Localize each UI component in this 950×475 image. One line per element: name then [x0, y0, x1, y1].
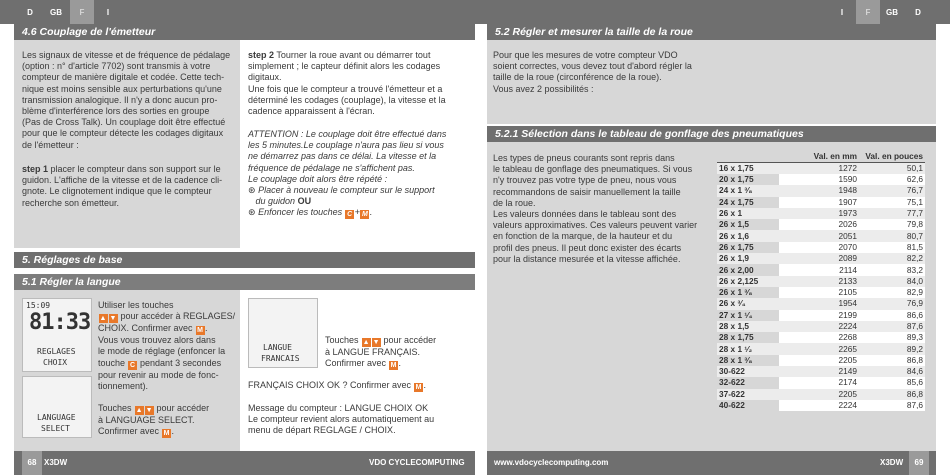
table-row — [717, 377, 925, 388]
lang-tab-f-active-right: F — [856, 0, 880, 24]
table-row — [717, 389, 925, 400]
down-key-icon: ▼ — [372, 339, 380, 346]
value-inch-cell: 87,6 — [859, 400, 925, 411]
table-row — [717, 321, 925, 332]
value-mm-cell: 1590 — [779, 174, 859, 185]
value-mm-cell: 1907 — [779, 197, 859, 208]
tire-size-cell: 26 x 1,75 — [719, 241, 754, 252]
page-number-left: 68 — [22, 451, 42, 475]
lang-tab-d: D — [27, 7, 33, 17]
value-mm-cell: 1973 — [779, 208, 859, 219]
value-mm-cell: 2070 — [779, 242, 859, 253]
tire-size-cell: 26 x 1,6 — [717, 230, 779, 241]
footer-left — [14, 451, 475, 475]
value-inch-cell: 84,6 — [859, 366, 925, 377]
tire-size-cell: 16 x 1,75 — [717, 163, 779, 175]
value-mm-cell: 2114 — [779, 264, 859, 275]
table-row — [717, 298, 925, 309]
value-inch-cell: 86,8 — [859, 389, 925, 400]
value-mm-cell: 2268 — [779, 332, 859, 343]
col-header-in: Val. en pouces — [859, 151, 925, 163]
tire-size-cell: 40-622 — [719, 400, 745, 411]
table-row — [717, 264, 925, 275]
tire-size-cell: 37-622 — [717, 389, 779, 400]
section-4-6-intro: Les signaux de vitesse et de fréquence de pédalage (option : n° d'article 7702) sont transmis à votre compteur de manière digitale et codée. Cette tech- nique est moins sensible aux perturbations qu'une transmission analogique. Il n'y a donc aucun pro- blème d'interférence lors des sorties en groupe (Pas de Cross Talk). Un couplage doit être effectué pour que le compteur détecte les codages digitaux de l'émetteur : — [22, 50, 231, 150]
value-inch-cell: 75,1 — [859, 197, 925, 208]
section-5-2-1-title: 5.2.1 Sélection dans le tableau de gonflage des pneumatiques — [487, 126, 936, 142]
key-m-icon: M — [361, 211, 368, 219]
tire-size-cell: 26 x 1,5 — [719, 219, 749, 230]
section-5-2-title: 5.2 Régler et mesurer la taille de la roue — [487, 24, 936, 40]
tire-size-cell: 28 x 1 ¹⁄₂ — [717, 343, 779, 354]
tire-size-cell: 26 x 1 — [717, 208, 779, 219]
value-mm-cell: 1954 — [779, 298, 859, 309]
lang-tab-f-active: F — [70, 0, 94, 24]
tire-size-cell: 24 x 1,75 — [719, 196, 754, 207]
table-row — [717, 287, 925, 298]
value-mm-cell: 2149 — [779, 366, 859, 377]
down-key-icon: ▼ — [145, 407, 153, 414]
value-mm-cell: 2224 — [779, 400, 859, 411]
value-inch-cell: 81,5 — [859, 242, 925, 253]
tire-size-cell: 26 x 1 ³⁄₈ — [719, 287, 753, 298]
section-4-6-title: 4.6 Couplage de l'émetteur — [14, 24, 475, 40]
bullet-icon: ⊛ — [248, 207, 256, 218]
key-m-icon: M — [415, 384, 422, 391]
section-5-2-1-text: Les types de pneus courants sont repris dans le tableau de gonflage des pneumatiques. Si vous n'y trouvez pas votre type de pneu, nous vous recommandons de saisir manuellement la taille de la roue. Les valeurs données dans le tableau sont des valeurs approximatives. Ces valeurs peuvent varier en fonction de la marque, de la hauteur et du profil des pneus. Il peut donc exister des écarts pour la distance mesurée et la vitesse affichée. — [493, 153, 698, 264]
value-inch-cell: 89,2 — [859, 343, 925, 354]
lang-step-e: Message du compteur : LANGUE CHOIX OK Le compteur revient alors automatiquement au menu de départ REGLAGE / CHOIX. — [248, 403, 435, 436]
value-inch-cell: 86,6 — [859, 310, 925, 321]
table-row — [717, 400, 925, 411]
footer-model-left: X3DW — [44, 458, 68, 467]
step-2: step 2 Tourner la roue avant ou démarrer tout simplement ; le capteur définit alors les codages digitaux. Une fois que le compteur a trouvé l'émetteur et a déterminé les codages (couplage), la vitesse et la cadence apparaissent à l'écran. — [248, 50, 446, 117]
tire-size-cell: 27 x 1 ¹⁄₄ — [719, 309, 753, 320]
tire-size-cell: 30-622 — [717, 366, 779, 377]
value-mm-cell: 2224 — [779, 321, 859, 332]
lang-step-a: Utiliser les touches ▲ ▼ pour accéder à REGLAGES/ CHOIX. Confirmer avec M . Vous vous trouvez alors dans le mode de réglage (enfoncer la touche C pendant 3 secondes pour revenir au mode de fonc- tionnement). — [98, 300, 236, 391]
table-row — [717, 253, 925, 264]
table-row — [717, 208, 925, 219]
up-key-icon: ▲ — [135, 407, 143, 414]
section-5-title: 5. Réglages de base — [14, 252, 475, 268]
value-inch-cell: 80,7 — [859, 230, 925, 241]
table-row — [717, 197, 925, 208]
attention-note: ATTENTION : Le couplage doit être effectué dans les 5 minutes.Le couplage n'aura pas lieu si vous ne démarrez pas dans ce délai. La vitesse et la fréquence de pédalage ne s'affichent pas. Le couplage doit alors être répété : ⊛ Placer à nouveau le compteur sur le support du guidon OU ⊛ Enfoncer les touches C + M . — [248, 129, 447, 219]
tire-size-cell: 28 x 1,5 — [717, 321, 779, 332]
lang-tab-gb-right: GB — [886, 7, 898, 17]
footer-brand: VDO CYCLECOMPUTING — [369, 458, 465, 467]
value-mm-cell: 2089 — [779, 253, 859, 264]
table-row — [717, 230, 925, 241]
value-mm-cell: 2105 — [779, 287, 859, 298]
table-row — [717, 332, 925, 343]
value-inch-cell: 89,3 — [859, 332, 925, 343]
table-row — [717, 163, 925, 175]
value-inch-cell: 62,6 — [859, 174, 925, 185]
tire-size-cell: 32-622 — [719, 377, 745, 388]
step-1: step 1 placer le compteur dans son support sur le guidon. L'affiche de la vitesse et de la cadence cli- gnote. Le clignotement indique que le compteur recherche son émetteur. — [22, 164, 223, 208]
value-inch-cell: 84,0 — [859, 276, 925, 287]
tire-size-cell: 28 x 1,75 — [719, 332, 754, 343]
section-5-1-title: 5.1 Régler la langue — [14, 274, 475, 290]
tire-size-cell: 24 x 1 ³⁄₈ — [717, 185, 779, 196]
footer-right — [487, 451, 936, 475]
up-key-icon: ▲ — [99, 315, 107, 323]
value-inch-cell: 86,8 — [859, 355, 925, 366]
key-c-icon: C — [347, 211, 353, 219]
tire-size-cell: 26 x 2,125 — [717, 276, 779, 287]
value-mm-cell: 1272 — [779, 163, 859, 175]
value-mm-cell: 2205 — [779, 389, 859, 400]
value-inch-cell: 50,1 — [859, 163, 925, 175]
lang-tab-i-right: I — [840, 7, 844, 17]
table-row — [717, 174, 925, 185]
lang-tab-i: I — [106, 7, 110, 17]
key-m-icon: M — [197, 327, 203, 335]
table-row — [717, 185, 925, 196]
lang-step-b: Touches ▲ ▼ pour accéder à LANGUAGE SELECT. Confirmer avec M . — [98, 403, 210, 438]
value-inch-cell: 76,7 — [859, 185, 925, 196]
value-mm-cell: 2026 — [779, 219, 859, 230]
key-c-icon: C — [130, 361, 136, 369]
col-header-mm: Val. en mm — [779, 151, 859, 163]
tire-size-cell: 20 x 1,75 — [719, 174, 754, 185]
lang-tab-d-right: D — [915, 7, 921, 17]
value-inch-cell: 82,2 — [859, 253, 925, 264]
lcd-reglages-choix: 15:09 81:33 REGLAGES CHOIX — [22, 298, 92, 372]
value-inch-cell: 87,6 — [859, 321, 925, 332]
lang-step-d: FRANÇAIS CHOIX OK ? Confirmer avec M . — [248, 380, 427, 391]
table-row — [717, 219, 925, 230]
value-inch-cell: 83,2 — [859, 264, 925, 275]
table-row — [717, 355, 925, 366]
down-key-icon: ▼ — [109, 315, 117, 323]
value-mm-cell: 2205 — [779, 355, 859, 366]
section-5-2-text: Pour que les mesures de votre compteur VDO soient correctes, vous devez tout d'abord régler la taille de la roue (circonférence de la roue). Vous avez 2 possibilités : — [493, 50, 692, 94]
value-inch-cell: 77,7 — [859, 208, 925, 219]
value-inch-cell: 79,8 — [859, 219, 925, 230]
table-row — [717, 366, 925, 377]
table-row — [717, 276, 925, 287]
value-mm-cell: 2265 — [779, 343, 859, 354]
value-mm-cell: 2174 — [779, 377, 859, 388]
value-mm-cell: 2133 — [779, 276, 859, 287]
value-inch-cell: 76,9 — [859, 298, 925, 309]
tire-size-table — [717, 151, 925, 411]
table-row — [717, 310, 925, 321]
table-row — [717, 242, 925, 253]
lcd-langue-francais: LANGUE FRANCAIS — [248, 298, 318, 368]
value-inch-cell: 82,9 — [859, 287, 925, 298]
footer-url[interactable]: www.vdocyclecomputing.com — [494, 458, 609, 467]
value-mm-cell: 2051 — [779, 230, 859, 241]
key-m-icon: M — [163, 430, 170, 438]
table-row — [717, 343, 925, 354]
value-mm-cell: 1948 — [779, 185, 859, 196]
value-mm-cell: 2199 — [779, 310, 859, 321]
bullet-icon: ⊛ — [248, 185, 256, 196]
value-inch-cell: 85,6 — [859, 377, 925, 388]
footer-model-right: X3DW — [880, 458, 904, 467]
lang-step-c: Touches ▲ ▼ pour accéder à LANGUE FRANÇAIS. Confirmer avec M . — [325, 335, 437, 370]
page-number-right: 69 — [909, 451, 929, 475]
key-m-icon: M — [390, 362, 397, 370]
table-header-row — [717, 151, 925, 163]
lang-tab-gb: GB — [50, 7, 62, 17]
up-key-icon: ▲ — [362, 339, 370, 346]
tire-size-cell: 28 x 1 ³⁄₈ — [719, 354, 753, 365]
tire-size-cell: 26 x ³⁄₄ — [717, 298, 779, 309]
tire-size-cell: 26 x 2,00 — [719, 264, 754, 275]
tire-size-cell: 26 x 1,9 — [717, 253, 779, 264]
lcd-language-select: LANGUAGE SELECT — [22, 376, 92, 438]
